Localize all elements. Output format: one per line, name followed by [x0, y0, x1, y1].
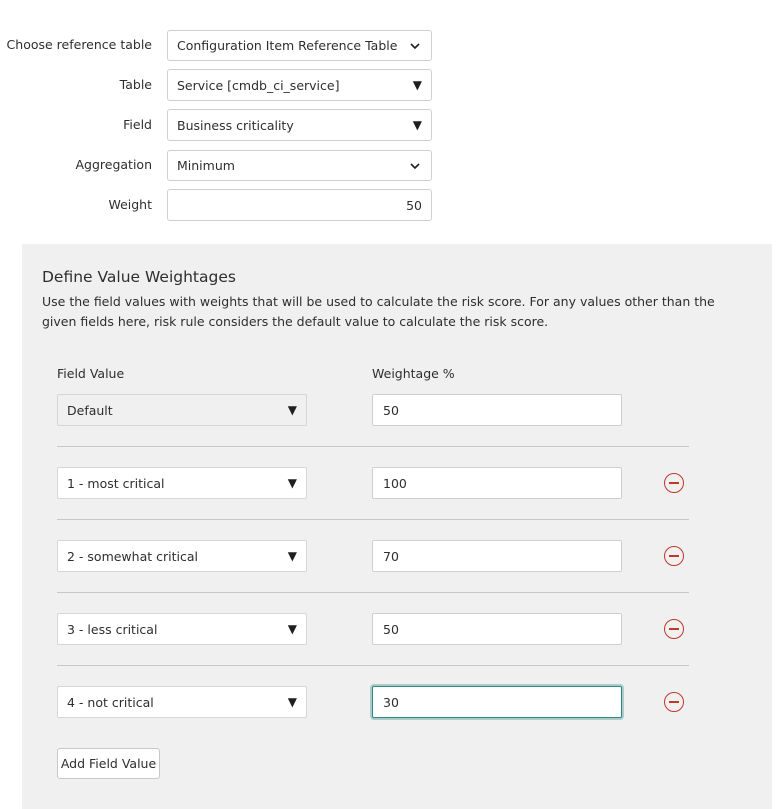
- reference-table-label: Choose reference table: [6, 37, 152, 52]
- field-value-text: 4 - not critical: [67, 694, 154, 710]
- remove-circle-icon[interactable]: [664, 546, 684, 566]
- field-value-text: 2 - somewhat critical: [67, 548, 198, 564]
- row-divider: [57, 665, 689, 666]
- aggregation-select[interactable]: [167, 150, 432, 181]
- weight-value: 50: [406, 197, 422, 213]
- weightage-value: 30: [383, 694, 399, 710]
- field-value-text: 3 - less critical: [67, 621, 158, 637]
- field-value-text: Default: [67, 402, 113, 418]
- field-value-select[interactable]: [57, 686, 307, 718]
- dropdown-triangle-icon[interactable]: ▼: [287, 622, 297, 636]
- remove-circle-icon[interactable]: [664, 692, 684, 712]
- field-value-select[interactable]: [57, 540, 307, 572]
- dropdown-triangle-icon[interactable]: ▼: [287, 695, 297, 709]
- dropdown-triangle-icon[interactable]: ▼: [287, 476, 297, 490]
- weightage-value: 70: [383, 548, 399, 564]
- field-value-text: 1 - most critical: [67, 475, 165, 491]
- reference-table-value: Configuration Item Reference Table: [177, 38, 398, 53]
- weightage-input-default[interactable]: [372, 394, 622, 426]
- weightage-value: 50: [383, 402, 399, 418]
- field-reference-field[interactable]: [167, 109, 432, 141]
- field-value-select[interactable]: [57, 467, 307, 499]
- weightage-input-focused[interactable]: [372, 686, 622, 718]
- aggregation-label: Aggregation: [75, 157, 152, 172]
- field-value-select-default[interactable]: [57, 394, 307, 426]
- remove-circle-icon[interactable]: [664, 619, 684, 639]
- chevron-down-icon: [408, 39, 422, 53]
- weightage-input[interactable]: [372, 467, 622, 499]
- field-label: Field: [123, 117, 152, 132]
- weightage-value: 100: [383, 475, 407, 491]
- field-value-select[interactable]: [57, 613, 307, 645]
- add-field-value-button[interactable]: Add Field Value: [57, 748, 160, 779]
- dropdown-triangle-icon[interactable]: ▼: [287, 403, 297, 417]
- weightage-input[interactable]: [372, 540, 622, 572]
- table-value: Service [cmdb_ci_service]: [177, 77, 340, 93]
- section-title: Define Value Weightages: [42, 268, 236, 286]
- field-value: Business criticality: [177, 117, 294, 133]
- dropdown-triangle-icon[interactable]: ▼: [287, 549, 297, 563]
- table-label: Table: [119, 77, 152, 92]
- dropdown-triangle-icon[interactable]: ▼: [412, 78, 422, 92]
- dropdown-triangle-icon[interactable]: ▼: [412, 118, 422, 132]
- row-divider: [57, 592, 689, 593]
- aggregation-value: Minimum: [177, 158, 235, 173]
- row-divider: [57, 446, 689, 447]
- table-reference-field[interactable]: [167, 69, 432, 101]
- field-value-column-header: Field Value: [57, 366, 125, 381]
- weight-label: Weight: [108, 197, 152, 212]
- reference-table-select[interactable]: [167, 30, 432, 61]
- weightage-column-header: Weightage %: [372, 366, 455, 381]
- row-divider: [57, 519, 689, 520]
- chevron-down-icon: [408, 159, 422, 173]
- weightage-input[interactable]: [372, 613, 622, 645]
- weight-input[interactable]: [167, 189, 432, 221]
- remove-circle-icon[interactable]: [664, 473, 684, 493]
- section-description: Use the field values with weights that will be used to calculate the risk score. For any values other than the given fields here, risk rule considers the default value to calculate the risk score.: [42, 294, 715, 329]
- weightage-value: 50: [383, 621, 399, 637]
